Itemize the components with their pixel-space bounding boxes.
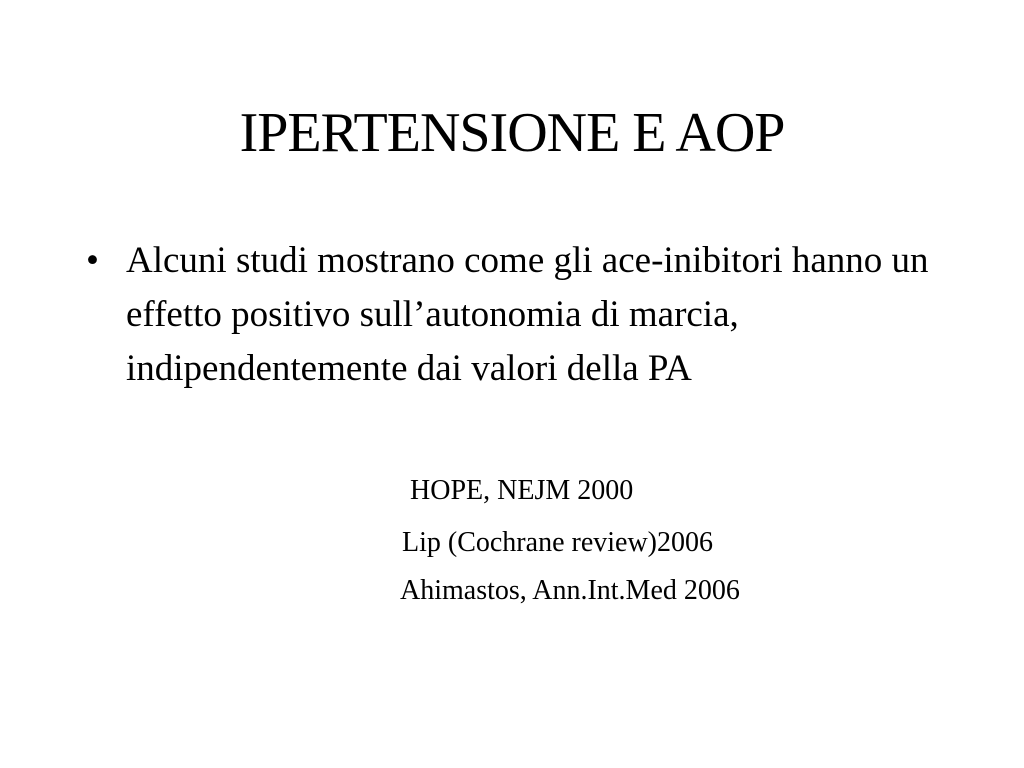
reference-hope: HOPE, NEJM 2000 <box>410 475 634 506</box>
bullet-item <box>86 234 966 396</box>
bullet-marker: • <box>86 240 99 281</box>
bullet-text: Alcuni studi mostrano come gli ace-inibitori hanno un effetto positivo sull’autonomia di marcia, indipendentemente dai valori della PA <box>126 240 929 389</box>
reference-ahimastos: Ahimastos, Ann.Int.Med 2006 <box>400 575 740 606</box>
bullet-list <box>86 234 966 396</box>
reference-lip: Lip (Cochrane review)2006 <box>402 527 713 558</box>
slide-title: IPERTENSIONE E AOP <box>239 102 785 164</box>
